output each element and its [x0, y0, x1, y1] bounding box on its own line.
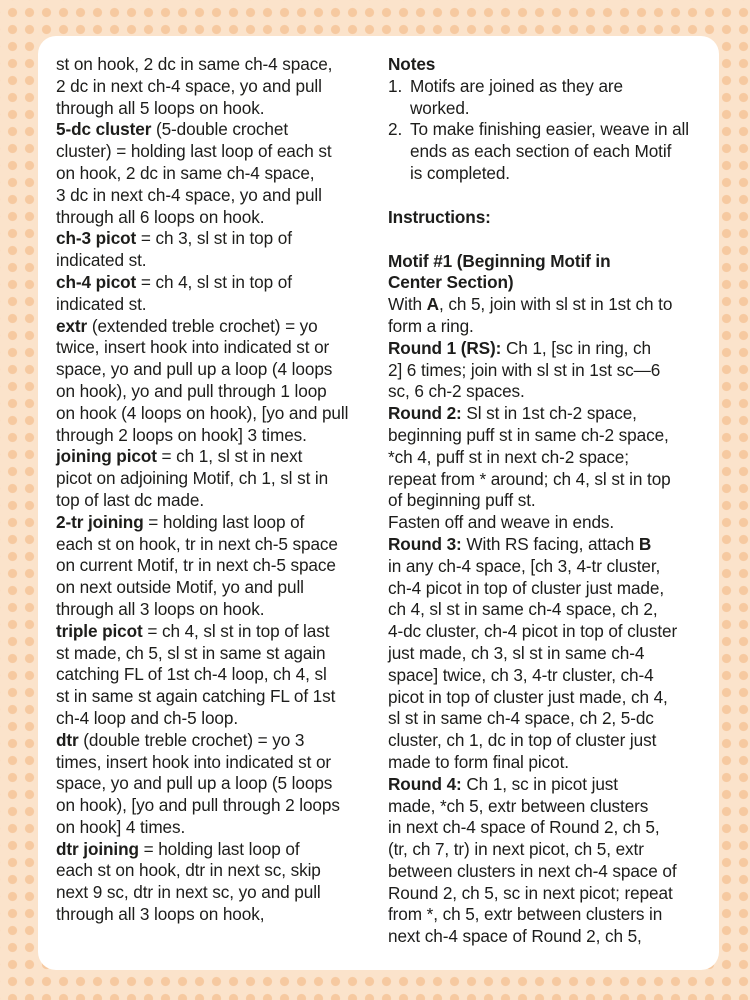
text-line: ends as each section of each Motif: [410, 141, 672, 162]
text-line: through all 3 loops on hook.: [56, 598, 265, 619]
text-line: st on hook, 2 dc in same ch-4 space,: [56, 54, 333, 74]
text-line: st made, ch 5, sl st in same st again: [56, 642, 326, 663]
note-number: 1.: [388, 75, 403, 96]
text-line: times, insert hook into indicated st or: [56, 751, 332, 772]
definition-ch3-picot: [56, 228, 376, 272]
definition-2tr-joining: [56, 512, 376, 621]
heading-line: Motif #1 (Beginning Motif in: [388, 250, 611, 271]
pattern-page: [38, 36, 719, 970]
text-line: (tr, ch 7, tr) in next picot, ch 5, extr: [388, 839, 644, 860]
notes-heading: Notes: [388, 54, 436, 74]
definition-5dc-cluster: [56, 119, 376, 228]
term: 5-dc cluster: [56, 119, 152, 140]
text-line: 2] 6 times; join with sl st in 1st sc—6: [388, 359, 661, 380]
text-line: ch-4 picot in top of cluster just made,: [388, 577, 665, 598]
text: Ch 1, sc in picot just: [461, 773, 618, 794]
text-line: between clusters in next ch-4 space of: [388, 860, 677, 881]
text: = ch 4, sl st in top of last: [142, 620, 330, 641]
yarn-b: B: [638, 533, 652, 554]
text-line: ch-4 loop and ch-5 loop.: [56, 707, 239, 728]
text: (extended treble crochet) = yo: [87, 315, 318, 336]
text-line: through all 3 loops on hook,: [56, 904, 265, 925]
text-line: Fasten off and weave in ends.: [388, 512, 615, 533]
text-line: top of last dc made.: [56, 489, 204, 510]
text-line: on hook, 2 dc in same ch-4 space,: [56, 162, 315, 183]
term: joining picot: [56, 446, 157, 467]
text: = ch 4, sl st in top of: [136, 271, 292, 292]
text-line: each st on hook, tr in next ch-5 space: [56, 533, 338, 554]
text-line: on hook] 4 times.: [56, 816, 186, 837]
text-line: cluster) = holding last loop of each st: [56, 141, 332, 162]
text-line: made, *ch 5, extr between clusters: [388, 795, 649, 816]
term: ch-3 picot: [56, 228, 137, 249]
definition-joining-picot: [56, 446, 376, 511]
text-line: space] twice, ch 3, 4-tr cluster, ch-4: [388, 664, 654, 685]
text: Sl st in 1st ch-2 space,: [461, 403, 637, 424]
text-line: 2 dc in next ch-4 space, yo and pull: [56, 75, 322, 96]
text-line: on current Motif, tr in next ch-5 space: [56, 555, 336, 576]
text-line: in any ch-4 space, [ch 3, 4-tr cluster,: [388, 555, 661, 576]
term: triple picot: [56, 620, 143, 641]
text-line: worked.: [410, 97, 470, 118]
definition-ch4-picot: [56, 272, 376, 316]
text-line: on hook), yo and pull through 1 loop: [56, 380, 327, 401]
motif-intro: [388, 294, 708, 338]
text-line: cluster, ch 1, dc in top of cluster just: [388, 730, 657, 751]
text-line: twice, insert hook into indicated st or: [56, 337, 330, 358]
motif-heading: [388, 251, 708, 295]
term: 2-tr joining: [56, 511, 144, 532]
text-line: made to form final picot.: [388, 751, 569, 772]
text: = ch 3, sl st in top of: [136, 228, 292, 249]
text-line: Round 2, ch 5, sc in next picot; repeat: [388, 882, 673, 903]
definition-dtr-joining: [56, 839, 376, 926]
text-line: sc, 6 ch-2 spaces.: [388, 381, 525, 402]
text-line: of beginning puff st.: [388, 490, 536, 511]
instructions-heading: Instructions:: [388, 206, 491, 227]
text-line: repeat from * around; ch 4, sl st in top: [388, 468, 671, 489]
text-line: just made, ch 3, sl st in same ch-4: [388, 642, 645, 663]
text-line: space, yo and pull up a loop (4 loops: [56, 359, 333, 380]
note-2: [388, 119, 708, 184]
text-line: on next outside Motif, yo and pull: [56, 577, 304, 598]
left-column: [56, 54, 376, 926]
text-line: each st on hook, dtr in next sc, skip: [56, 860, 321, 881]
cluster-definition-end: [56, 54, 376, 119]
heading-line: Center Section): [388, 272, 514, 293]
text: Ch 1, [sc in ring, ch: [501, 337, 651, 358]
round-3: [388, 534, 708, 774]
text: (5-double crochet: [151, 119, 289, 140]
round-1: [388, 338, 708, 403]
text-line: from *, ch 5, extr between clusters in: [388, 904, 663, 925]
term: ch-4 picot: [56, 271, 137, 292]
definition-extr: [56, 316, 376, 447]
round-label: Round 2:: [388, 403, 462, 424]
text-line: 4-dc cluster, ch-4 picot in top of cluster: [388, 621, 678, 642]
text: With RS facing, attach: [461, 533, 639, 554]
round-2: [388, 403, 708, 534]
definition-dtr: [56, 730, 376, 839]
text-line: 3 dc in next ch-4 space, yo and pull: [56, 184, 322, 205]
text-line: picot on adjoining Motif, ch 1, sl st in: [56, 468, 329, 489]
text-line: indicated st.: [56, 250, 147, 271]
round-4: [388, 774, 708, 948]
definition-triple-picot: [56, 621, 376, 730]
round-label: Round 1 (RS):: [388, 337, 502, 358]
text-line: catching FL of 1st ch-4 loop, ch 4, sl: [56, 664, 327, 685]
text: = holding last loop of: [143, 511, 305, 532]
text-line: is completed.: [410, 162, 510, 183]
round-label: Round 4:: [388, 773, 462, 794]
note-1: [388, 76, 708, 120]
text-line: space, yo and pull up a loop (5 loops: [56, 773, 333, 794]
text-line: sl st in same ch-4 space, ch 2, 5-dc: [388, 708, 654, 729]
text: (double treble crochet) = yo 3: [78, 729, 305, 750]
text-line: *ch 4, puff st in next ch-2 space;: [388, 446, 629, 467]
text-line: through 2 loops on hook] 3 times.: [56, 424, 307, 445]
text: Motifs are joined as they are: [410, 75, 624, 96]
text-line: through all 6 loops on hook.: [56, 206, 265, 227]
text: = ch 1, sl st in next: [156, 446, 303, 467]
text: With: [388, 294, 427, 315]
text-line: picot in top of cluster just made, ch 4,: [388, 686, 668, 707]
text-line: on hook (4 loops on hook), [yo and pull: [56, 402, 349, 423]
term: dtr joining: [56, 838, 139, 859]
text-line: indicated st.: [56, 293, 147, 314]
text: = holding last loop of: [138, 838, 300, 859]
text: To make finishing easier, weave in all: [410, 119, 689, 140]
text-line: st in same st again catching FL of 1st: [56, 686, 336, 707]
text-line: in next ch-4 space of Round 2, ch 5,: [388, 817, 660, 838]
note-number: 2.: [388, 119, 403, 140]
text-line: on hook), [yo and pull through 2 loops: [56, 795, 340, 816]
term: extr: [56, 315, 88, 336]
yarn-a: A: [426, 294, 439, 315]
text-line: beginning puff st in same ch-2 space,: [388, 424, 669, 445]
term: dtr: [56, 729, 79, 750]
text-line: form a ring.: [388, 315, 474, 336]
text-line: next ch-4 space of Round 2, ch 5,: [388, 926, 642, 947]
text-line: ch 4, sl st in same ch-4 space, ch 2,: [388, 599, 658, 620]
text: , ch 5, join with sl st in 1st ch to: [438, 294, 673, 315]
text-line: through all 5 loops on hook.: [56, 97, 265, 118]
round-label: Round 3:: [388, 533, 462, 554]
text-line: next 9 sc, dtr in next sc, yo and pull: [56, 882, 321, 903]
right-column: [388, 54, 708, 948]
